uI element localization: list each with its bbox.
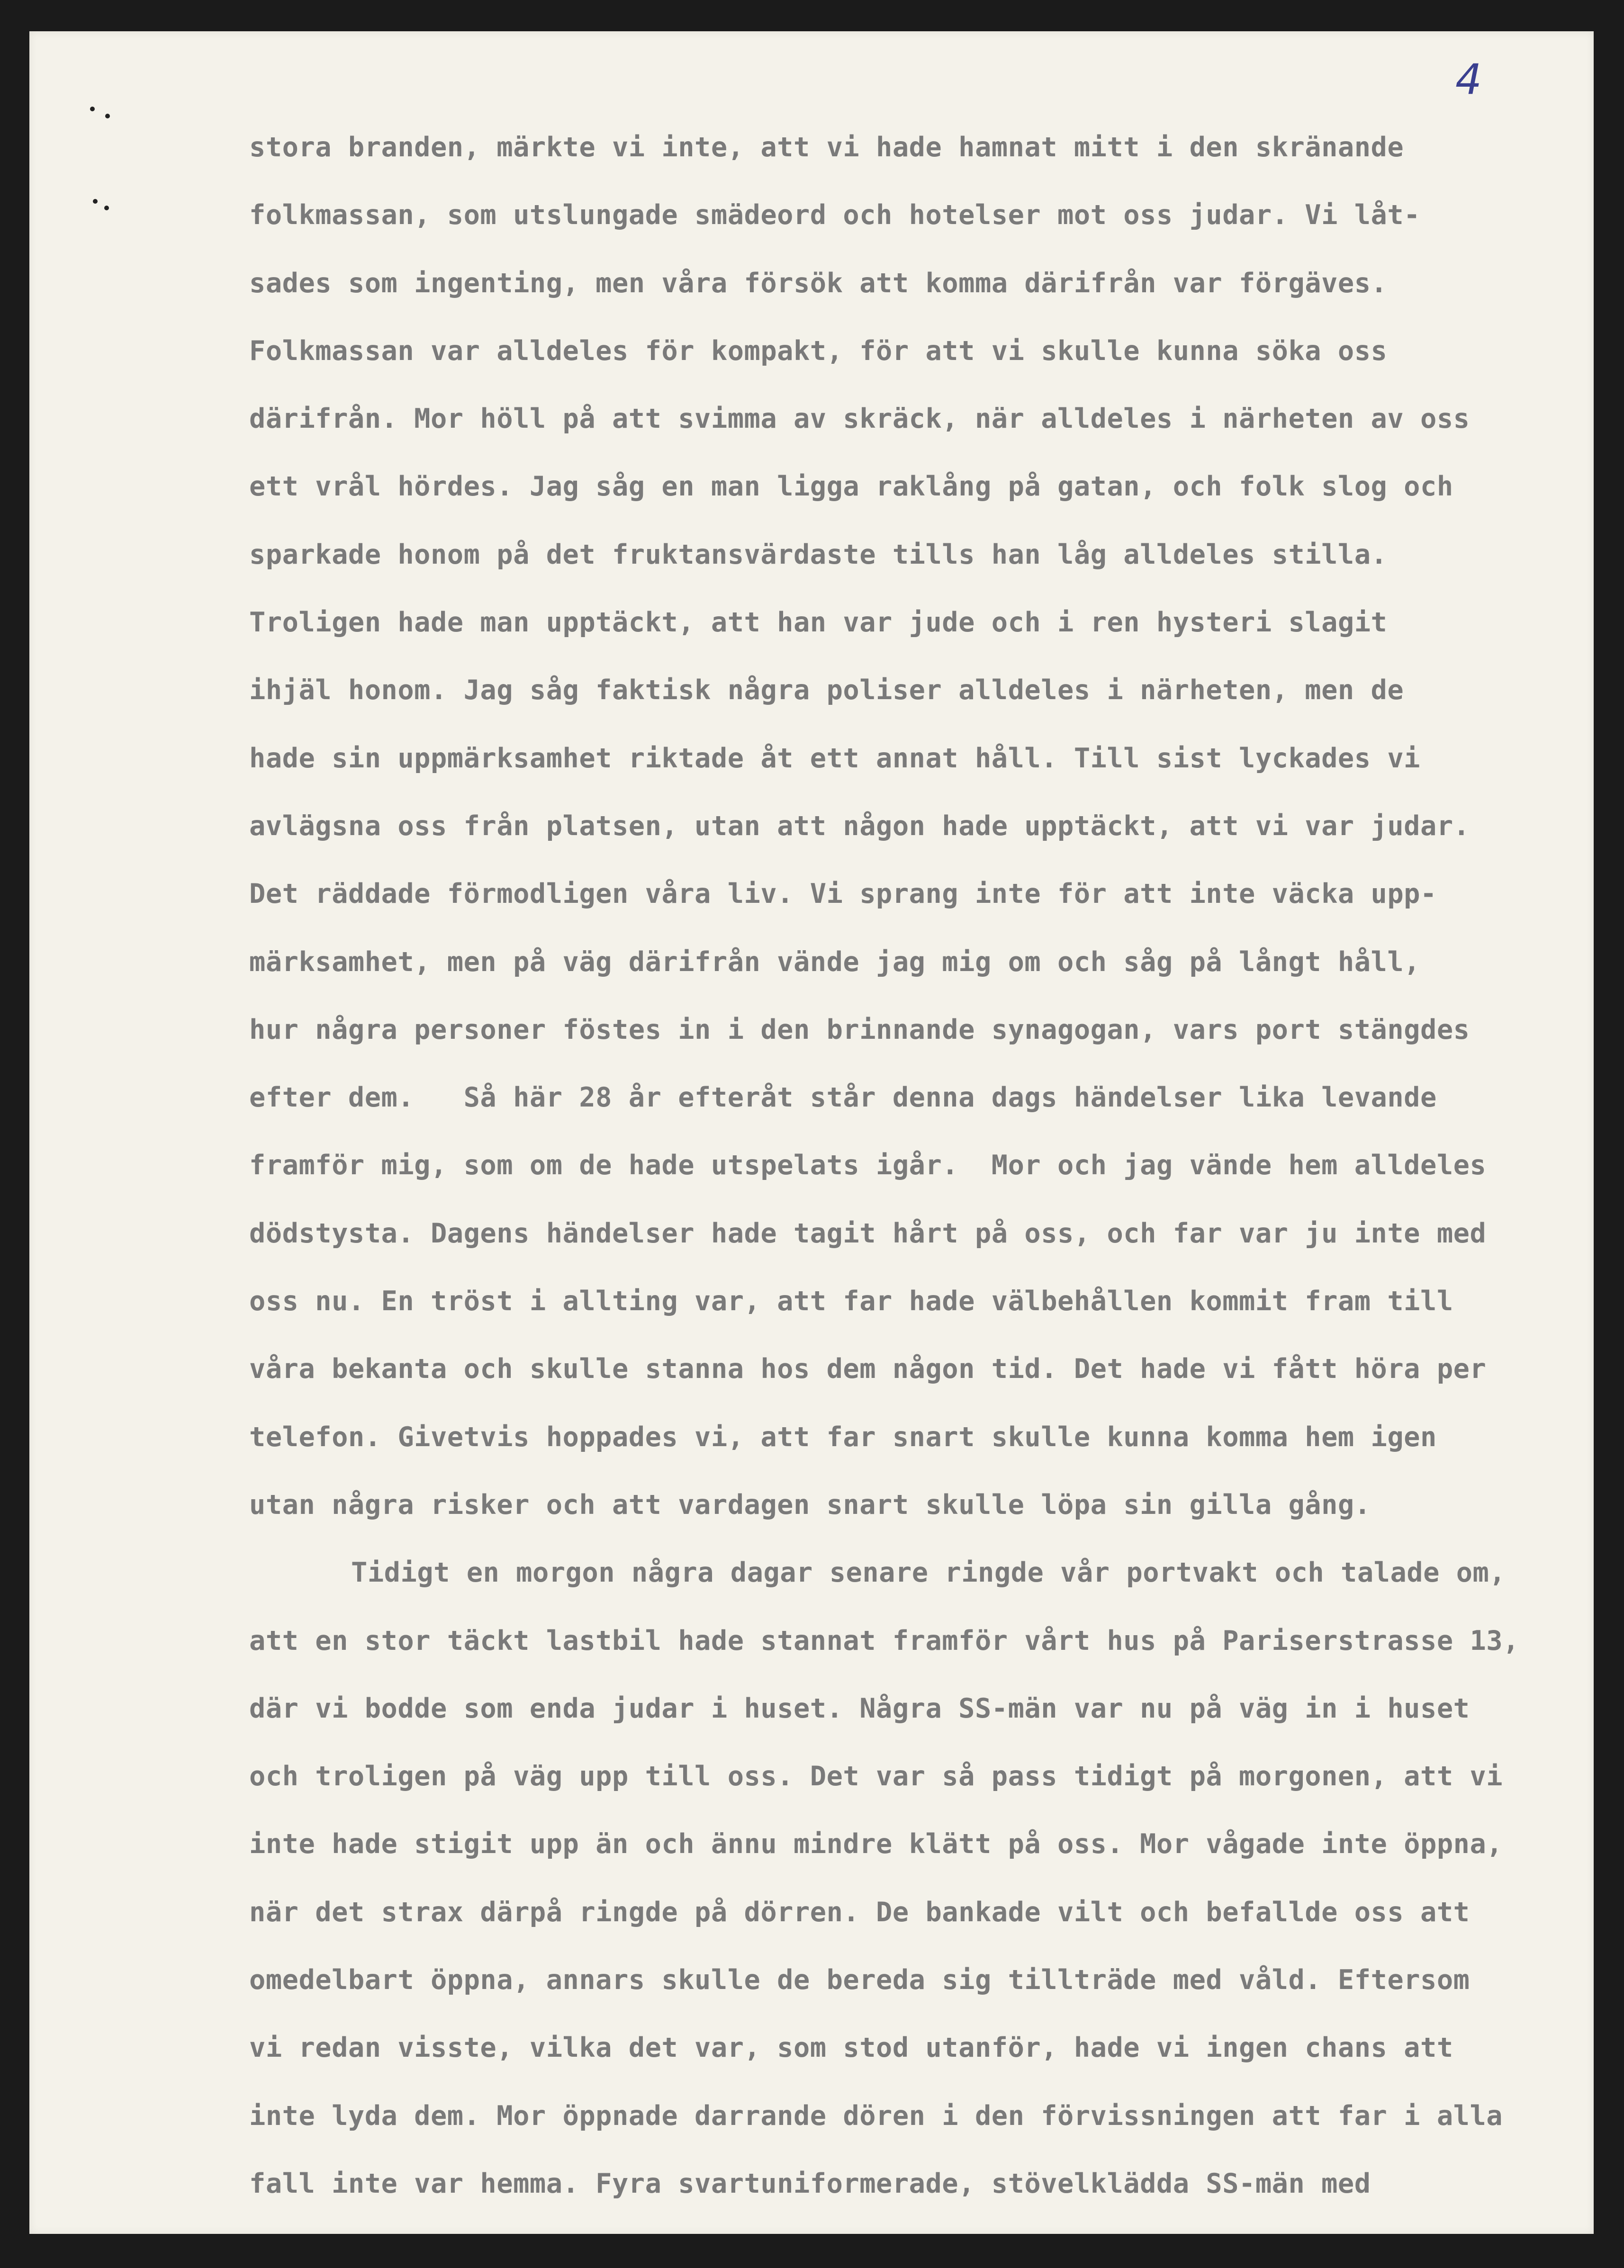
text-line: hade sin uppmärksamhet riktade åt ett annat håll. Till sist lyckades vi [249,742,1420,774]
punch-mark [90,107,95,111]
text-line: omedelbart öppna, annars skulle de bereda sig tillträde med våld. Eftersom [249,1964,1470,1996]
paragraph-start-line: Tidigt en morgon några dagar senare ringde vår portvakt och talade om, [351,1557,1506,1589]
text-line: därifrån. Mor höll på att svimma av skräck, när alldeles i närheten av oss [249,403,1470,435]
text-line: när det strax därpå ringde på dörren. De bankade vilt och befallde oss att [249,1896,1470,1928]
typewritten-text [249,114,1552,2218]
text-line: efter dem. Så här 28 år efteråt står denna dags händelser lika levande [249,1082,1437,1114]
text-line: oss nu. En tröst i allting var, att far hade välbehållen kommit fram till [249,1286,1453,1317]
text-line: inte lyda dem. Mor öppnade darrande dören i den förvissningen att far i alla [249,2100,1503,2132]
text-line: folkmassan, som utslungade smädeord och hotelser mot oss judar. Vi låt- [249,199,1420,231]
text-line: inte hade stigit upp än och ännu mindre klätt på oss. Mor vågade inte öppna, [249,1828,1503,1860]
text-line: avlägsna oss från platsen, utan att någon hade upptäckt, att vi var judar. [249,810,1470,842]
text-line: utan några risker och att vardagen snart skulle löpa sin gilla gång. [249,1489,1371,1521]
text-line: dödstysta. Dagens händelser hade tagit hårt på oss, och far var ju inte med [249,1217,1487,1249]
punch-mark [93,199,98,204]
text-line: att en stor täckt lastbil hade stannat framför vårt hus på Pariserstrasse 13, [249,1625,1519,1656]
text-line: telefon. Givetvis hoppades vi, att far snart skulle kunna komma hem igen [249,1421,1437,1453]
text-line: där vi bodde som enda judar i huset. Några SS-män var nu på väg in i huset [249,1692,1470,1724]
text-line: märksamhet, men på väg därifrån vände jag mig om och såg på långt håll, [249,946,1420,978]
text-line: ett vrål hördes. Jag såg en man ligga raklång på gatan, och folk slog och [249,471,1453,503]
text-line: sades som ingenting, men våra försök att komma därifrån var förgäves. [249,267,1388,299]
text-line: hur några personer föstes in i den brinnande synagogan, vars port stängdes [249,1014,1470,1045]
punch-mark [104,206,109,210]
text-line: sparkade honom på det fruktansvärdaste tills han låg alldeles stilla. [249,539,1388,570]
punch-mark [105,114,110,118]
text-line: Det räddade förmodligen våra liv. Vi sprang inte för att inte väcka upp- [249,878,1437,910]
page-number: 4 [1455,55,1482,104]
text-line: fall inte var hemma. Fyra svartuniformerade, stövelklädda SS-män med [249,2168,1371,2199]
text-line: framför mig, som om de hade utspelats igår. Mor och jag vände hem alldeles [249,1150,1487,1181]
text-line: Troligen hade man upptäckt, att han var jude och i ren hysteri slagit [249,607,1388,639]
text-line: och troligen på väg upp till oss. Det var så pass tidigt på morgonen, att vi [249,1761,1503,1792]
text-line: vi redan visste, vilka det var, som stod utanför, hade vi ingen chans att [249,2032,1453,2064]
text-line: våra bekanta och skulle stanna hos dem någon tid. Det hade vi fått höra per [249,1353,1487,1385]
text-line: Folkmassan var alldeles för kompakt, för att vi skulle kunna söka oss [249,335,1388,367]
text-line: stora branden, märkte vi inte, att vi hade hamnat mitt i den skränande [249,132,1404,163]
text-line: ihjäl honom. Jag såg faktisk några poliser alldeles i närheten, men de [249,675,1404,706]
